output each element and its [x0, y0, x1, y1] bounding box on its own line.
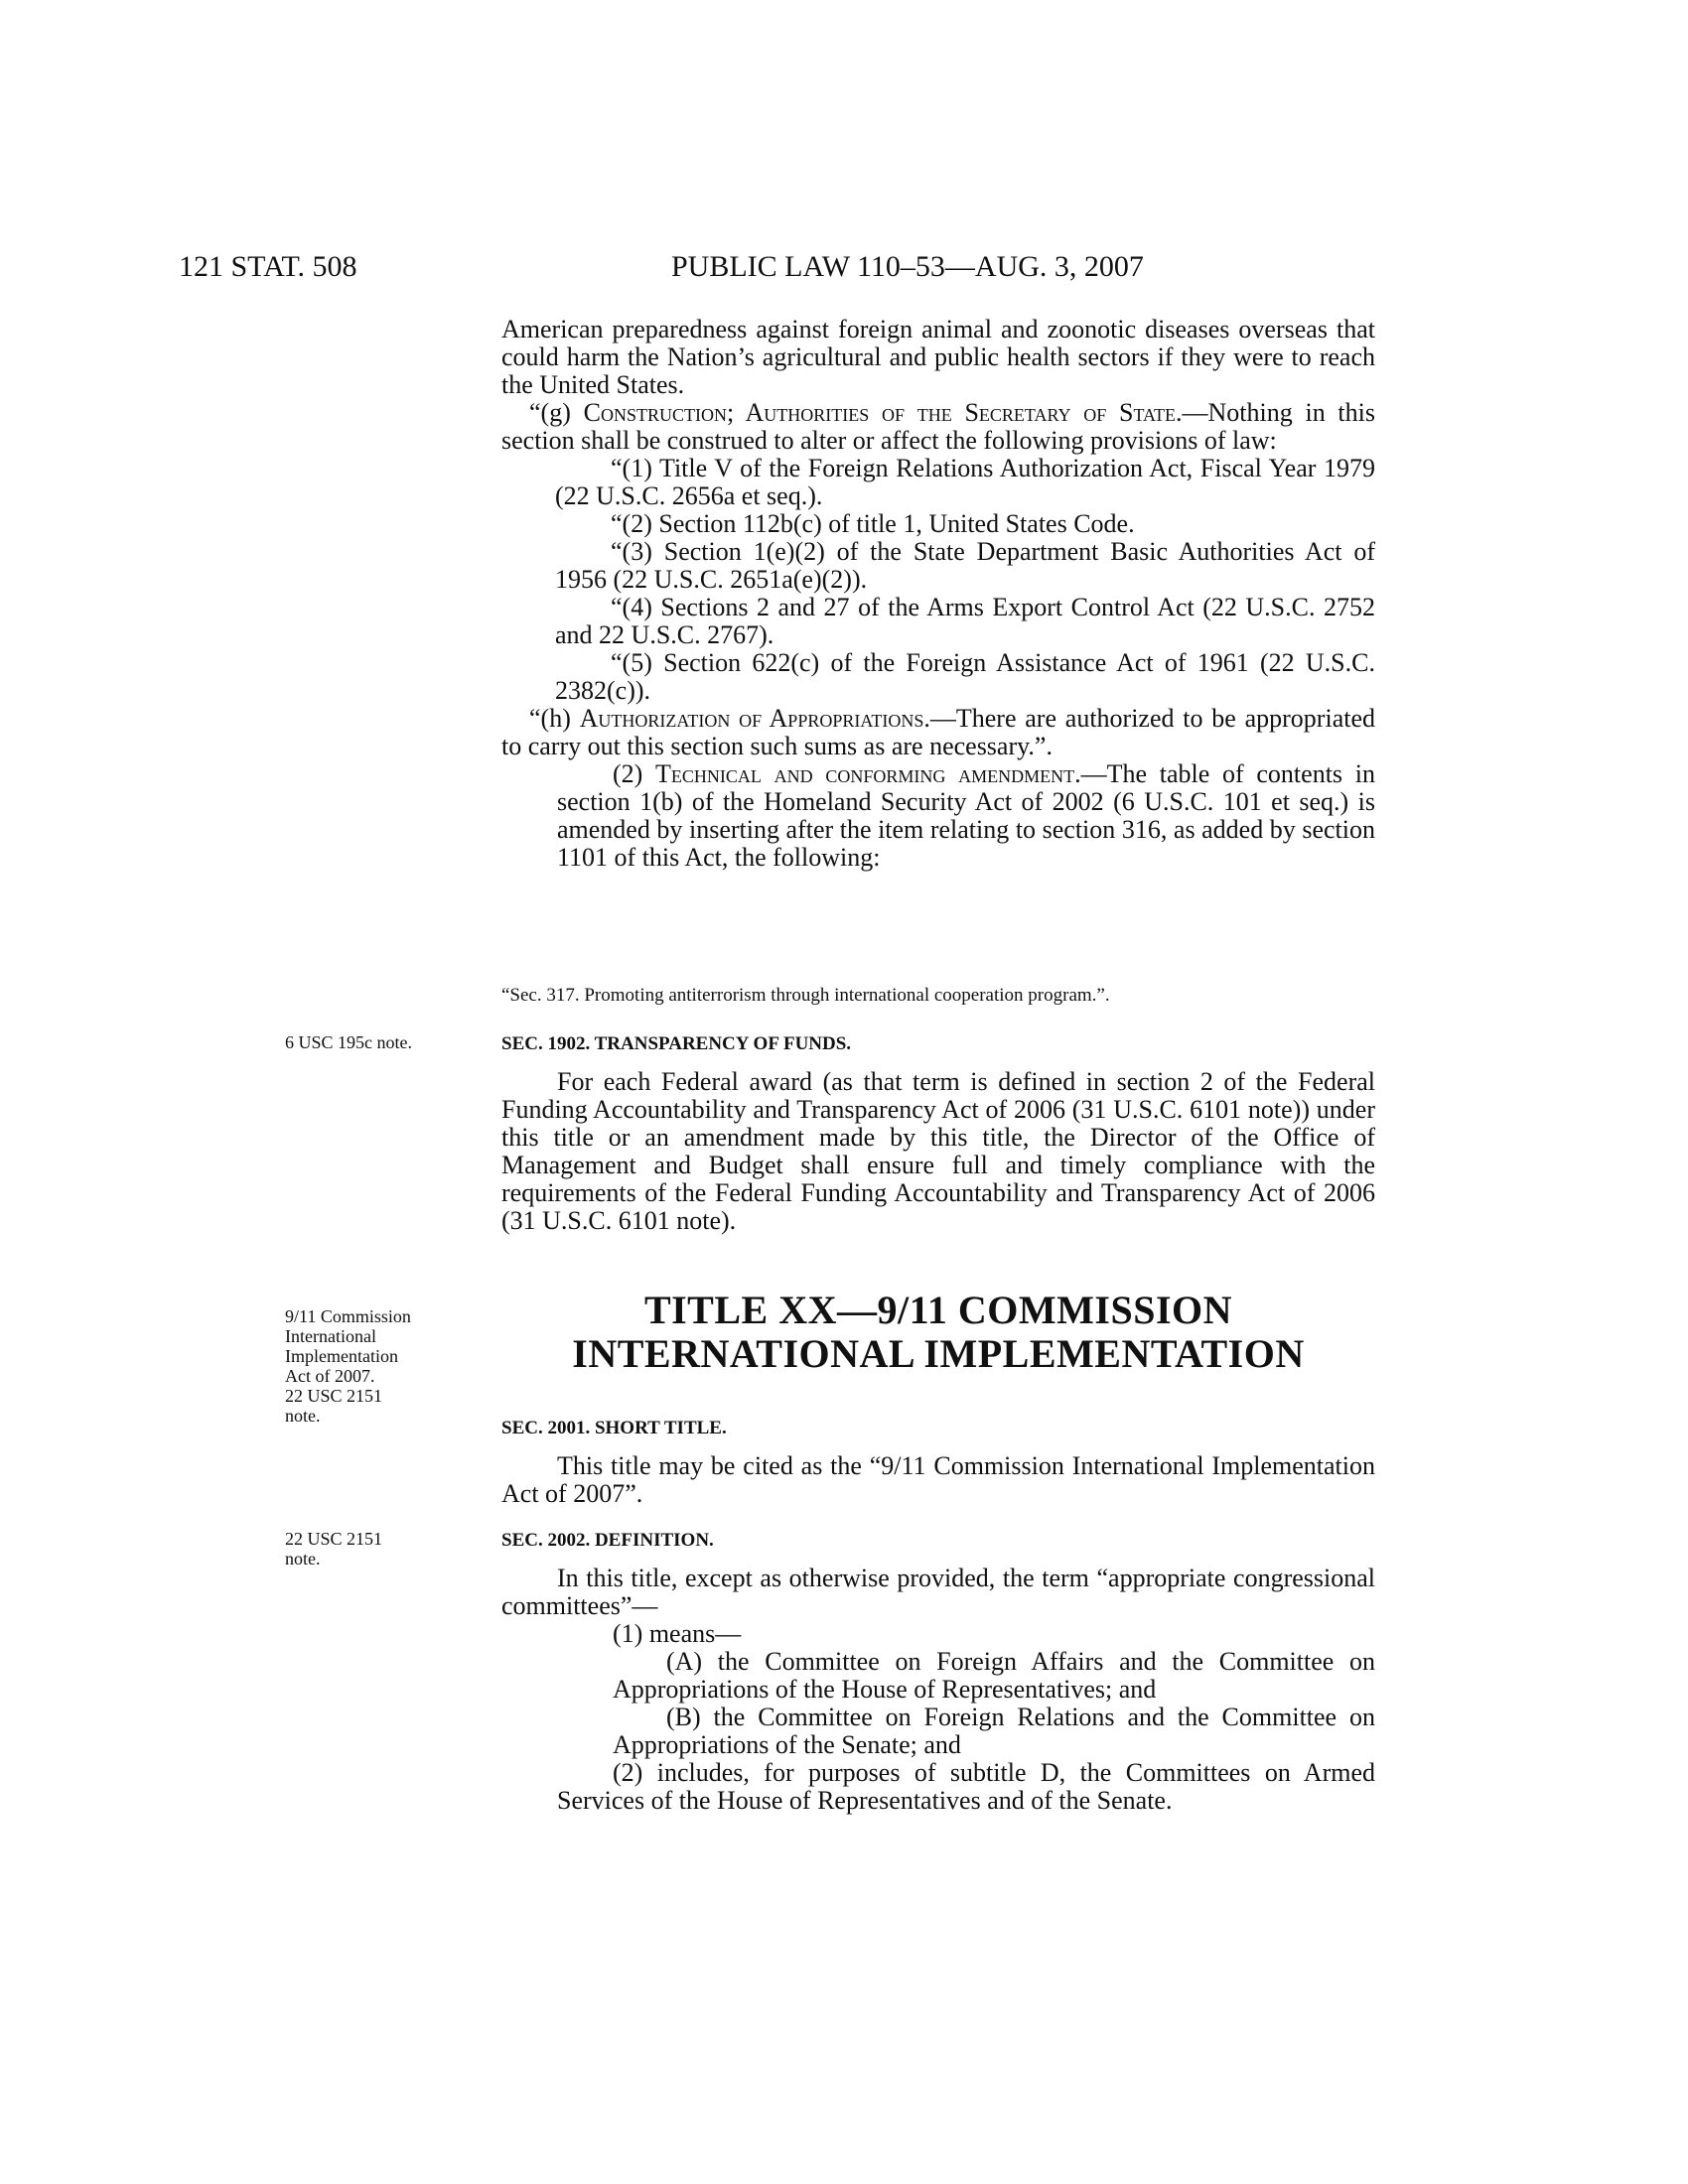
- subsection-g-heading: Construction; Authorities of the Secretary of State.: [583, 398, 1183, 427]
- running-header: [0, 250, 1688, 290]
- side-note-line: note.: [285, 1406, 321, 1426]
- section-1902: [501, 1033, 1375, 1235]
- side-note-line: 9/11 Commission: [285, 1306, 411, 1326]
- continuation-block: [501, 316, 1375, 872]
- provision-item: “(4) Sections 2 and 27 of the Arms Export Control Act (22 U.S.C. 2752 and 22 U.S.C. 2767).: [555, 593, 1375, 649]
- section-2002: [501, 1530, 1375, 1815]
- technical-amendment-number: (2): [613, 759, 656, 788]
- section-2001-heading: SEC. 2001. SHORT TITLE.: [501, 1418, 727, 1438]
- section-2001: [501, 1418, 1375, 1508]
- provision-item: “(3) Section 1(e)(2) of the State Department Basic Authorities Act of 1956 (22 U.S.C. 2651a(e)(2)).: [555, 537, 1375, 594]
- side-note-title-xx: [285, 1306, 484, 1426]
- definition-item-b: (B) the Committee on Foreign Relations and the Committee on Appropriations of the Senate; and: [613, 1703, 1375, 1759]
- subsection-h: [501, 705, 1375, 760]
- technical-amendment: [501, 760, 1375, 872]
- provision-item: “(1) Title V of the Foreign Relations Authorization Act, Fiscal Year 1979 (22 U.S.C. 2656a et seq.).: [555, 454, 1375, 510]
- section-2001-body: This title may be cited as the “9/11 Commission International Implementation Act of 2007”.: [501, 1451, 1375, 1508]
- subsection-g-number: “(g): [529, 398, 584, 427]
- continuation-paragraph: American preparedness against foreign animal and zoonotic diseases overseas that could harm the Nation’s agricultural and public health sectors if they were to reach the United States.: [501, 315, 1375, 399]
- toc-entry-block: [501, 985, 1375, 1007]
- side-note-line: International: [285, 1326, 376, 1346]
- public-law-date: PUBLIC LAW 110–53—AUG. 3, 2007: [671, 250, 1144, 283]
- subsection-h-number: “(h): [529, 704, 580, 733]
- definition-includes: (2) includes, for purposes of subtitle D, the Committees on Armed Services of the House of Representatives and of the Senate.: [557, 1758, 1375, 1815]
- side-note-1902: 6 USC 195c note.: [285, 1032, 412, 1052]
- section-1902-body: For each Federal award (as that term is defined in section 2 of the Federal Funding Accountability and Transparency Act of 2006 (31 U.S.C. 6101 note)) under this title or an amendment made by this title, the Director of the Office of Management and Budget shall ensure full and timely compliance with the requirements of the Federal Funding Accountability and Transparency Act of 2006 (31 U.S.C. 6101 note).: [501, 1067, 1375, 1235]
- title-xx-heading: [501, 1289, 1375, 1376]
- technical-amendment-text: —The table of contents in section 1(b) of the Homeland Security Act of 2002 (6 U.S.C. 101 et seq.) is amended by inserting after the item relating to section 316, as added by section 1101 of this Act, the following:: [557, 759, 1375, 872]
- side-note-line: 22 USC 2151: [285, 1529, 383, 1549]
- stat-page-number: 121 STAT. 508: [179, 250, 357, 283]
- subsection-h-heading: Authorization of Appropriations.: [579, 704, 930, 733]
- technical-amendment-heading: Technical and conforming amendment.: [655, 759, 1081, 788]
- subsection-h-text: —There are authorized to be appropriated to carry out this section such sums as are necessary.”.: [501, 704, 1375, 760]
- definition-subitems: [501, 1648, 1375, 1759]
- subsection-g: [501, 399, 1375, 455]
- definition-list: [501, 1620, 1375, 1648]
- side-note-line: 22 USC 2151: [285, 1386, 383, 1406]
- toc-entry: “Sec. 317. Promoting antiterrorism through international cooperation program.”.: [501, 985, 1110, 1006]
- section-2002-intro: In this title, except as otherwise provided, the term “appropriate congressional committees”—: [501, 1564, 1375, 1620]
- side-note-line: note.: [285, 1549, 321, 1569]
- side-note-line: Act of 2007.: [285, 1366, 375, 1386]
- definition-means: (1) means—: [613, 1619, 742, 1648]
- provisions-list: [501, 455, 1375, 705]
- definition-item-a: (A) the Committee on Foreign Affairs and the Committee on Appropriations of the House of Representatives; and: [613, 1647, 1375, 1704]
- subsection-g-text: —Nothing in this section shall be construed to alter or affect the following provisions of law:: [501, 398, 1375, 455]
- title-heading-line: TITLE XX—9/11 COMMISSION: [643, 1288, 1233, 1332]
- section-2002-heading: SEC. 2002. DEFINITION.: [501, 1530, 714, 1551]
- technical-amendment-paragraph: [557, 760, 1375, 872]
- title-heading-line: INTERNATIONAL IMPLEMENTATION: [572, 1331, 1305, 1376]
- definition-includes-block: [501, 1759, 1375, 1815]
- provision-item: “(2) Section 112b(c) of title 1, United States Code.: [611, 509, 1135, 538]
- section-1902-heading: SEC. 1902. TRANSPARENCY OF FUNDS.: [501, 1033, 852, 1054]
- side-note-2002: [285, 1529, 484, 1569]
- provision-item: “(5) Section 622(c) of the Foreign Assistance Act of 1961 (22 U.S.C. 2382(c)).: [555, 648, 1375, 705]
- side-note-line: Implementation: [285, 1346, 398, 1366]
